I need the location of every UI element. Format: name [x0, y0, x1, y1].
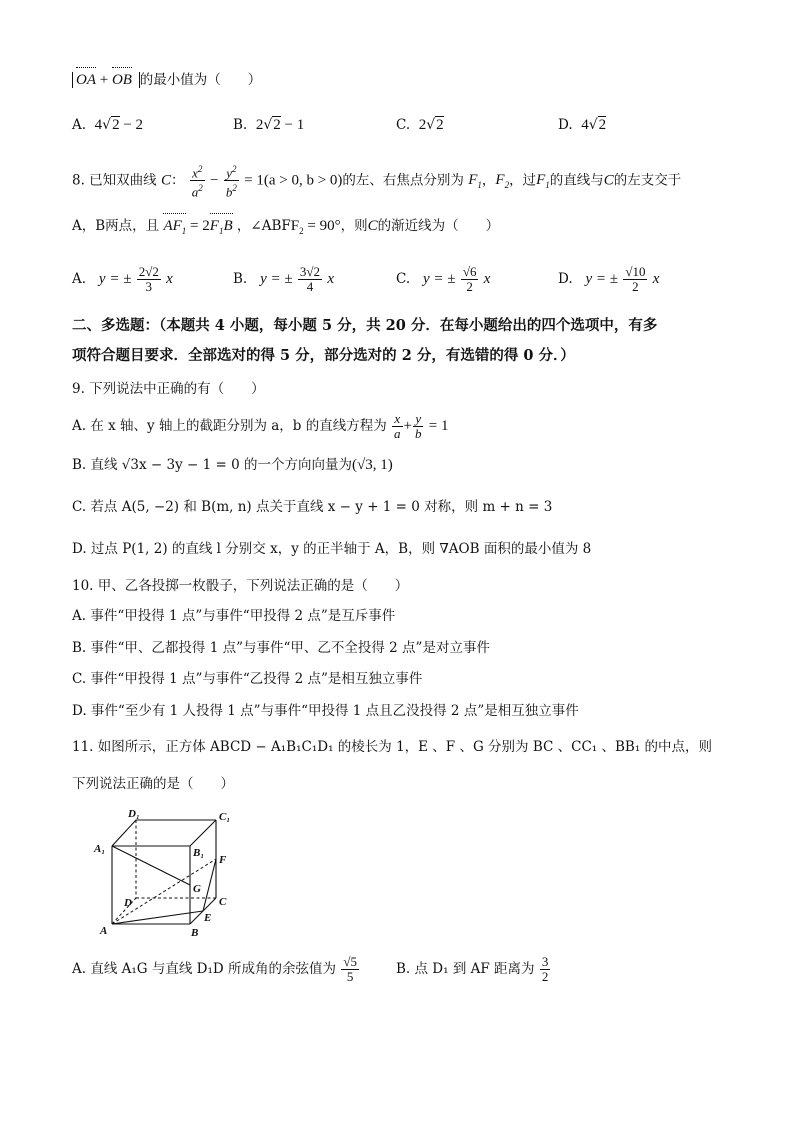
label-b: B: [191, 927, 199, 939]
segment-e-f: [203, 859, 216, 911]
q8-option-d: D. y = ± $\frac{√10}{2}$ x: [558, 264, 660, 294]
label-d1: D₁: [128, 808, 140, 820]
q10-option-b: B. 事件“甲、乙都投得 1 点”与事件“甲、乙不全投得 2 点”是对立事件: [72, 640, 490, 656]
q8-option-c: C. y = ± $\frac{√6}{2}$ x: [396, 264, 491, 294]
q11-stem-line2: 下列说法正确的是（ ）: [72, 776, 234, 792]
q9-stem: 9. 下列说法中正确的有（ ）: [72, 381, 265, 397]
q11-stem-line1: 11. 如图所示，正方体 ABCD − A₁B₁C₁D₁ 的棱长为 1，E 、F 、G 分别为 BC 、CC₁ 、BB₁ 的中点，则: [72, 739, 713, 755]
q7-stem-tail: OA + OB 的最小值为（ ）: [72, 70, 261, 90]
q9-option-d: D. 过点 P(1, 2) 的直线 l 分别交 x，y 的正半轴于 A，B，则 ∇AOB 面积的最小值为 8: [72, 541, 592, 557]
q9-option-b: B. 直线 √3x − 3y − 1 = 0 的一个方向向量为(√3, 1): [72, 457, 393, 473]
q7-option-b: B. 2√2 − 1: [233, 117, 305, 133]
section-2-heading-line1: 二、多选题：（本题共 4 小题，每小题 5 分，共 20 分．在每小题给出的四个选项中，有多: [72, 317, 658, 334]
label-c: C: [219, 896, 227, 908]
q8-stem-line2: A，B两点，且 $AF_1 = 2F_1B$ ，$\angle ABFF_2 = 90^\circ$，则C的渐近线为（ ）: [72, 216, 499, 241]
section-2-heading-line2: 项符合题目要求．全部选对的得 5 分，部分选对的 2 分，有选错的得 0 分．）: [72, 347, 575, 364]
label-a: A: [100, 925, 108, 937]
q7-option-d: D. 4√2: [558, 117, 607, 133]
label-a1: A₁: [94, 843, 106, 855]
q10-option-d: D. 事件“至少有 1 人投得 1 点”与事件“甲投得 1 点且乙没投得 2 点”是相互独立事件: [72, 703, 579, 719]
q10-option-a: A. 事件“甲投得 1 点”与事件“甲投得 2 点”是互斥事件: [72, 608, 396, 624]
cube-figure: [90, 806, 250, 942]
label-c1: C₁: [219, 811, 231, 823]
q10-option-c: C. 事件“甲投得 1 点”与事件“乙投得 2 点”是相互独立事件: [72, 671, 423, 687]
label-e: E: [204, 912, 212, 924]
q11-option-a: A. 直线 A₁G 与直线 D₁D 所成角的余弦值为 $\frac{√5}{5}$: [72, 954, 357, 984]
edge-a1-d1: [112, 820, 136, 846]
label-d: D: [124, 897, 132, 909]
q7-option-c: C. 2√2: [396, 117, 444, 133]
segment-a-e: [112, 911, 203, 924]
q10-stem: 10. 甲、乙各投掷一枚骰子，下列说法正确的是（ ）: [72, 578, 409, 594]
label-g: G: [193, 883, 201, 895]
q9-option-c: C. 若点 A(5, −2) 和 B(m, n) 点关于直线 x − y + 1 = 0 对称，则 m + n = 3: [72, 499, 553, 515]
label-b1: B₁: [193, 847, 205, 859]
q8-stem-line1: 8. 已知双曲线 C： $\frac{x^2}{a^2}$ − $\frac{y^2}{b^2}$ = 1(a > 0, b > 0)的左、右焦点分别为 $F_1$，$F_2$，过$F_1$的直线与C的左支交于: [72, 164, 682, 200]
label-f: F: [219, 854, 227, 866]
q11-option-b: B. 点 D₁ 到 AF 距离为 $\frac{3}{2}$: [396, 954, 549, 984]
q8-option-a: A. y = ± $\frac{2√2}{3}$ x: [72, 264, 173, 294]
edge-b1-c1: [190, 820, 216, 846]
q8-option-b: B. y = ± $\frac{3√2}{4}$ x: [233, 264, 335, 294]
q9-option-a: A. 在 x 轴、y 轴上的截距分别为 a，b 的直线方程为 $\frac{x}{a}$ + $\frac{y}{b}$ = 1: [72, 411, 449, 441]
q7-option-a: A. 4√2 − 2: [72, 117, 144, 133]
segment-a1-g: [112, 846, 190, 885]
